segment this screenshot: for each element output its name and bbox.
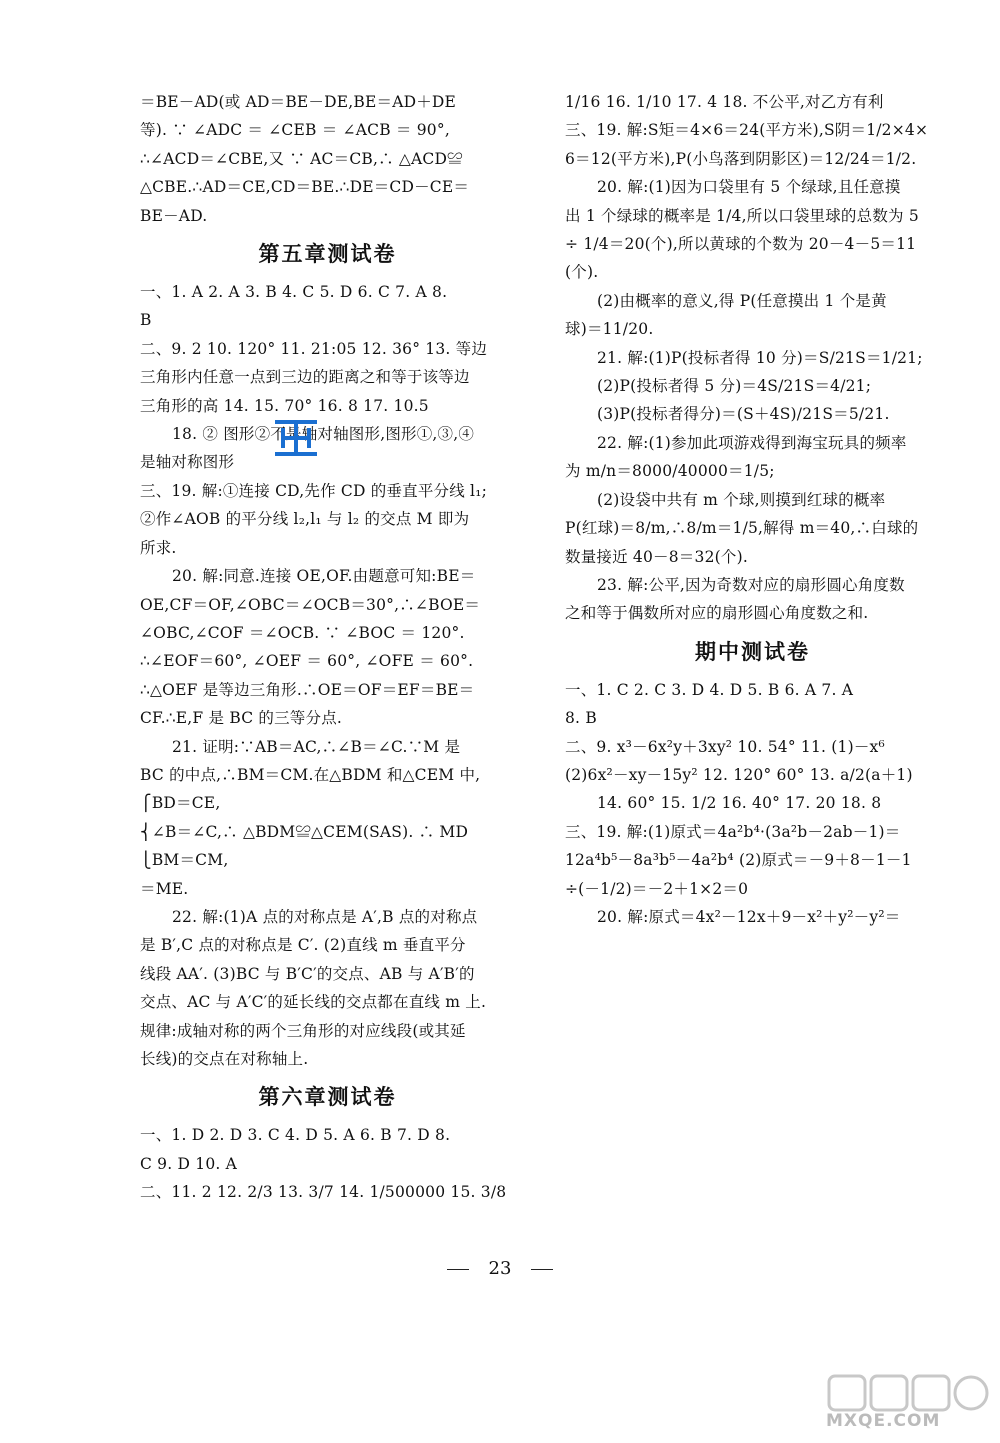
text-line: 三、19. 解:S矩＝4×6＝24(平方米),S阴＝1/2×4× <box>565 121 929 140</box>
text-line: 6＝12(平方米),P(小鸟落到阴影区)＝12/24＝1/2. <box>565 149 917 168</box>
text-line: (2)由概率的意义,得 P(任意摸出 1 个是黄 <box>597 291 887 310</box>
text-line: (2)设袋中共有 m 个球,则摸到红球的概率 <box>597 490 886 509</box>
text-line: 20. 解:同意.连接 OE,OF.由题意可知:BE＝ <box>172 567 476 586</box>
text-line: 所求. <box>140 538 177 557</box>
section-heading: 第五章测试卷 <box>258 242 397 267</box>
footer-dash-left <box>447 1269 469 1270</box>
text-line: ⎩BM＝CM, <box>140 851 229 870</box>
symmetric-glyph-icon <box>273 417 319 459</box>
text-line: P(红球)＝8/m,∴8/m＝1/5,解得 m＝40,∴白球的 <box>565 519 919 538</box>
right-column <box>565 88 940 931</box>
text-line: ＝ME. <box>140 879 189 898</box>
footer-dash-right <box>531 1269 553 1270</box>
text-line: 二、9. 2 10. 120° 11. 21:05 12. 36° 13. 等边 <box>140 339 488 358</box>
text-line: 三、19. 解:(1)原式＝4a²b⁴·(3a²b－2ab－1)＝ <box>565 822 901 841</box>
text-line: 出 1 个绿球的概率是 1/4,所以口袋里球的总数为 5 <box>565 206 919 225</box>
text-line: ∴△OEF 是等边三角形.∴OE＝OF＝EF＝BE＝ <box>140 680 475 699</box>
text-line: ＝BE－AD(或 AD＝BE－DE,BE＝AD＋DE <box>140 93 457 111</box>
text-line: 一、1. D 2. D 3. C 4. D 5. A 6. B 7. D 8. <box>140 1126 451 1145</box>
page-number: 23 <box>488 1258 512 1279</box>
text-line: ∠OBC,∠COF ＝∠OCB. ∵ ∠BOC ＝ 120°. <box>140 623 465 642</box>
text-line: ⎨∠B＝∠C,∴ △BDM≌△CEM(SAS). ∴ MD <box>140 822 469 841</box>
text-line: BE－AD. <box>140 206 208 225</box>
text-line: (2)P(投标者得 5 分)＝4S/21S＝4/21; <box>597 377 872 396</box>
text-line: ⎧BD＝CE, <box>140 794 221 813</box>
text-line: 交点、AC 与 A′C′的延长线的交点都在直线 m 上. <box>140 993 487 1012</box>
text-line: 为 m/n＝8000/40000＝1/5; <box>565 462 775 481</box>
text-line: 等). ∵ ∠ADC ＝ ∠CEB ＝ ∠ACB ＝ 90°, <box>140 121 450 140</box>
text-line: ∴∠ACD＝∠CBE,又 ∵ AC＝CB,∴ △ACD≌ <box>140 149 463 168</box>
text-line: 22. 解:(1)A 点的对称点是 A′,B 点的对称点 <box>172 907 478 926</box>
text-line: 1/16 16. 1/10 17. 4 18. 不公平,对乙方有利 <box>565 93 884 111</box>
text-line: 三角形的高 14. 15. 70° 16. 8 17. 10.5 <box>140 396 429 415</box>
text-line: 20. 解:(1)因为口袋里有 5 个绿球,且任意摸 <box>597 178 901 197</box>
text-line: 12a⁴b⁵－8a³b⁵－4a²b⁴ (2)原式＝－9＋8－1－1 <box>565 851 912 870</box>
text-line: ∴∠EOF＝60°, ∠OEF ＝ 60°, ∠OFE ＝ 60°. <box>140 652 474 671</box>
text-line: B <box>140 311 152 330</box>
text-line: 21. 解:(1)P(投标者得 10 分)＝S/21S＝1/21; <box>597 348 923 367</box>
text-line: 21. 证明:∵AB＝AC,∴∠B＝∠C.∵M 是 <box>172 737 461 756</box>
text-line: 18. ② 图形②不是轴对轴图形,图形①,③,④ <box>172 425 475 444</box>
text-line: (2)6x²－xy－15y² 12. 120° 60° 13. a/2(a＋1) <box>565 765 913 784</box>
section-heading: 期中测试卷 <box>695 639 810 664</box>
left-column <box>140 88 515 1207</box>
text-line: ÷(－1/2)＝－2＋1×2＝0 <box>565 879 749 898</box>
section-heading: 第六章测试卷 <box>258 1085 397 1110</box>
text-line: 线段 AA′. (3)BC 与 B′C′的交点、AB 与 A′B′的 <box>140 964 475 983</box>
text-line: 球)＝11/20. <box>565 320 654 339</box>
page-footer <box>0 1258 1000 1279</box>
text-line: 14. 60° 15. 1/2 16. 40° 17. 20 18. 8 <box>597 794 882 813</box>
text-line: 23. 解:公平,因为奇数对应的扇形圆心角度数 <box>597 575 905 594</box>
watermark-text: MXQE.COM <box>826 1411 941 1431</box>
text-line: 22. 解:(1)参加此项游戏得到海宝玩具的频率 <box>597 433 907 452</box>
text-line: 是 B′,C 点的对称点是 C′. (2)直线 m 垂直平分 <box>140 936 466 955</box>
text-line: 8. B <box>565 709 597 728</box>
text-line: (3)P(投标者得分)＝(S＋4S)/21S＝5/21. <box>597 405 890 424</box>
text-line: ②作∠AOB 的平分线 l₂,l₁ 与 l₂ 的交点 M 即为 <box>140 510 470 529</box>
text-line: △CBE.∴AD＝CE,CD＝BE.∴DE＝CD－CE＝ <box>140 178 470 197</box>
text-line: 三、19. 解:①连接 CD,先作 CD 的垂直平分线 l₁; <box>140 481 488 500</box>
text-line: (个). <box>565 263 599 282</box>
text-line: 一、1. A 2. A 3. B 4. C 5. D 6. C 7. A 8. <box>140 283 448 302</box>
text-line: 长线)的交点在对称轴上. <box>140 1050 309 1068</box>
text-line: ÷ 1/4＝20(个),所以黄球的个数为 20－4－5＝11 <box>565 235 917 254</box>
text-line: 二、11. 2 12. 2/3 13. 3/7 14. 1/500000 15. 3/8 <box>140 1183 507 1202</box>
text-line: BC 的中点,∴BM＝CM.在△BDM 和△CEM 中, <box>140 765 481 784</box>
text-line: 三角形内任意一点到三边的距离之和等于该等边 <box>140 368 470 387</box>
text-line: 20. 解:原式＝4x²－12x＋9－x²＋y²－y²＝ <box>597 907 901 926</box>
text-line: C 9. D 10. A <box>140 1154 238 1173</box>
text-line: 数量接近 40－8＝32(个). <box>565 547 748 566</box>
text-line: 二、9. x³－6x²y＋3xy² 10. 54° 11. (1)－x⁶ <box>565 737 885 756</box>
text-line: CF.∴E,F 是 BC 的三等分点. <box>140 709 343 728</box>
text-line: 是轴对称图形 <box>140 453 235 472</box>
text-line: OE,CF＝OF,∠OBC＝∠OCB＝30°,∴∠BOE＝ <box>140 595 481 614</box>
text-line: 之和等于偶数所对应的扇形圆心角度数之和. <box>565 604 869 623</box>
text-line: 规律:成轴对称的两个三角形的对应线段(或其延 <box>140 1021 466 1040</box>
text-line: 一、1. C 2. C 3. D 4. D 5. B 6. A 7. A <box>565 680 854 699</box>
